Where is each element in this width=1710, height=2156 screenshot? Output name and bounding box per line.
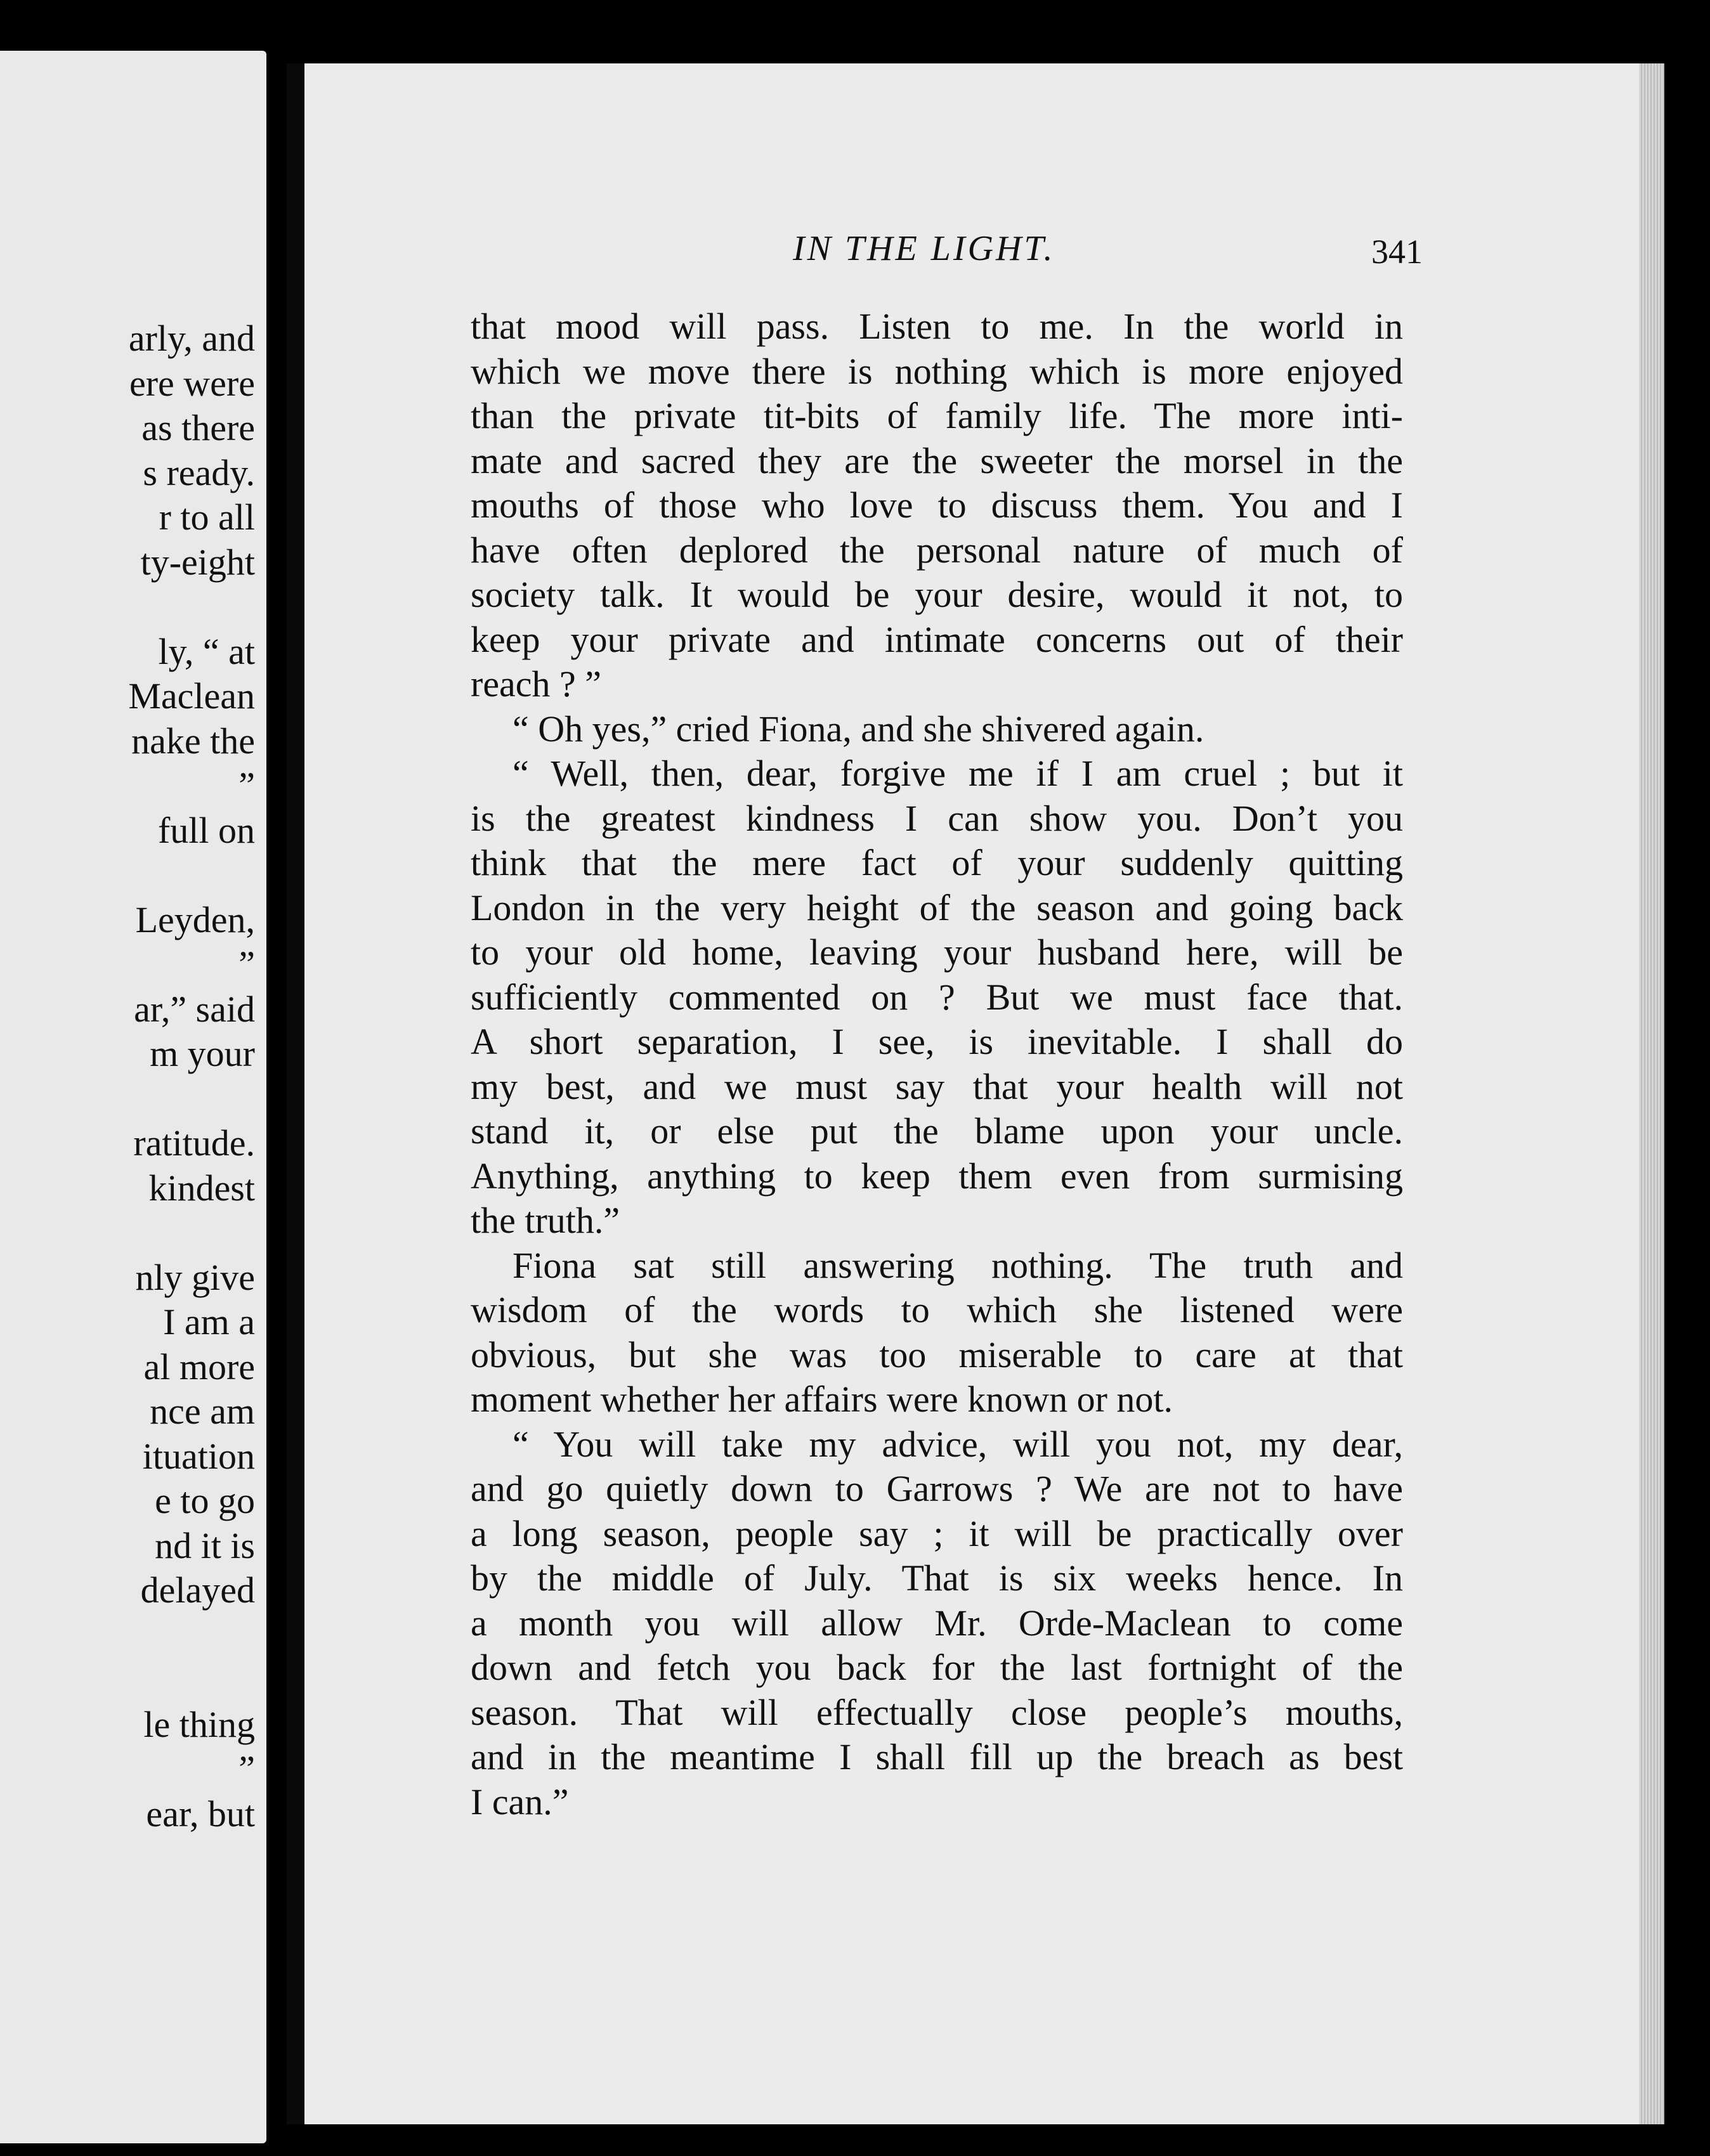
paragraph: [471, 304, 1403, 707]
left-page-line: nly give: [135, 1256, 255, 1298]
text-line: society talk. It would be your desire, would it not, to: [471, 574, 1403, 615]
left-page-line: ar,” said: [134, 988, 255, 1030]
left-page-line: full on: [157, 809, 255, 851]
left-page-line: ratitude.: [133, 1122, 255, 1164]
left-page-line: ”: [238, 1748, 255, 1789]
left-page-line: e to go: [155, 1480, 255, 1521]
left-page-line: ”: [238, 944, 255, 985]
paragraph: [471, 1244, 1403, 1422]
left-page-line: m your: [150, 1033, 255, 1074]
text-line: that mood will pass. Listen to me. In the world in: [471, 306, 1403, 347]
text-line: and in the meantime I shall fill up the breach as best: [471, 1736, 1403, 1777]
page-number: 341: [1371, 233, 1423, 271]
left-page-line: nd it is: [155, 1524, 255, 1566]
left-page-line: le thing: [143, 1703, 255, 1745]
text-line: A short separation, I see, is inevitable. I shall do: [471, 1021, 1403, 1062]
text-line: moment whether her affairs were known or not.: [471, 1379, 1173, 1420]
left-page-line: ear, but: [146, 1793, 255, 1835]
text-line: Fiona sat still answering nothing. The truth and: [512, 1244, 1403, 1286]
text-line: “ Well, then, dear, forgive me if I am cruel ; but it: [512, 753, 1403, 794]
text-line: a long season, people say ; it will be practically over: [471, 1512, 1403, 1554]
page-header: [304, 228, 1682, 279]
left-page-line: nce am: [150, 1391, 255, 1432]
paragraph: [471, 707, 1403, 752]
text-line: by the middle of July. That is six weeks hence. In: [471, 1557, 1403, 1599]
text-line: “ You will take my advice, will you not, my dear,: [512, 1423, 1403, 1465]
text-line: to your old home, leaving your husband here, will be: [471, 932, 1403, 973]
text-line: wisdom of the words to which she listened were: [471, 1289, 1403, 1330]
page-edge: [1639, 63, 1664, 2124]
text-line: down and fetch you back for the last fortnight of the: [471, 1647, 1403, 1688]
left-page-line: delayed: [140, 1569, 255, 1611]
text-line: sufficiently commented on ? But we must face that.: [471, 976, 1403, 1018]
text-line: a month you will allow Mr. Orde-Maclean to come: [471, 1602, 1403, 1644]
left-page-line: nake the: [131, 720, 255, 762]
paragraph: [471, 751, 1403, 1244]
text-line: stand it, or else put the blame upon your uncle.: [471, 1110, 1403, 1152]
running-head: IN THE LIGHT.: [793, 229, 1055, 268]
text-line: mate and sacred they are the sweeter the morsel in the: [471, 439, 1403, 481]
text-line: which we move there is nothing which is more enjoyed: [471, 350, 1403, 392]
left-page-line: ”: [238, 765, 255, 806]
body-text: [471, 304, 1403, 1824]
text-line: reach ? ”: [471, 663, 602, 705]
text-line: keep your private and intimate concerns out of their: [471, 618, 1403, 660]
right-page: [287, 63, 1664, 2124]
text-line: London in the very height of the season and going back: [471, 886, 1403, 928]
left-page-line: Leyden,: [135, 899, 255, 940]
text-line: “ Oh yes,” cried Fiona, and she shivered again.: [512, 708, 1204, 750]
left-page-line: ere were: [129, 362, 255, 404]
left-page-line: r to all: [159, 497, 255, 538]
text-line: the truth.”: [471, 1200, 620, 1241]
text-line: Anything, anything to keep them even from surmising: [471, 1155, 1403, 1197]
text-line: have often deplored the personal nature of much of: [471, 529, 1403, 571]
text-line: is the greatest kindness I can show you. Don’t you: [471, 797, 1403, 839]
text-line: season. That will effectually close people’s mouths,: [471, 1691, 1403, 1733]
left-page-line: arly, and: [128, 318, 255, 359]
text-line: mouths of those who love to discuss them. You and I: [471, 484, 1403, 526]
text-line: than the private tit-bits of family life. The more inti-: [471, 395, 1403, 436]
paragraph: [471, 1422, 1403, 1825]
left-page-line: Maclean: [128, 675, 255, 717]
text-line: and go quietly down to Garrows ? We are not to have: [471, 1468, 1403, 1509]
left-page-line: al more: [143, 1346, 255, 1387]
left-page-line: I am a: [163, 1301, 255, 1342]
left-page-line: ly, “ at: [158, 630, 255, 672]
left-page: [0, 51, 266, 2143]
left-page-line: s ready.: [143, 451, 255, 493]
left-page-line: ty-eight: [140, 541, 255, 583]
left-page-line: as there: [141, 407, 255, 448]
text-line: I can.”: [471, 1781, 569, 1822]
left-page-line: kindest: [148, 1167, 255, 1209]
text-line: my best, and we must say that your health will not: [471, 1065, 1403, 1107]
left-page-line: ituation: [142, 1435, 255, 1477]
text-line: obvious, but she was too miserable to care at that: [471, 1334, 1403, 1375]
text-line: think that the mere fact of your suddenly quitting: [471, 842, 1403, 883]
